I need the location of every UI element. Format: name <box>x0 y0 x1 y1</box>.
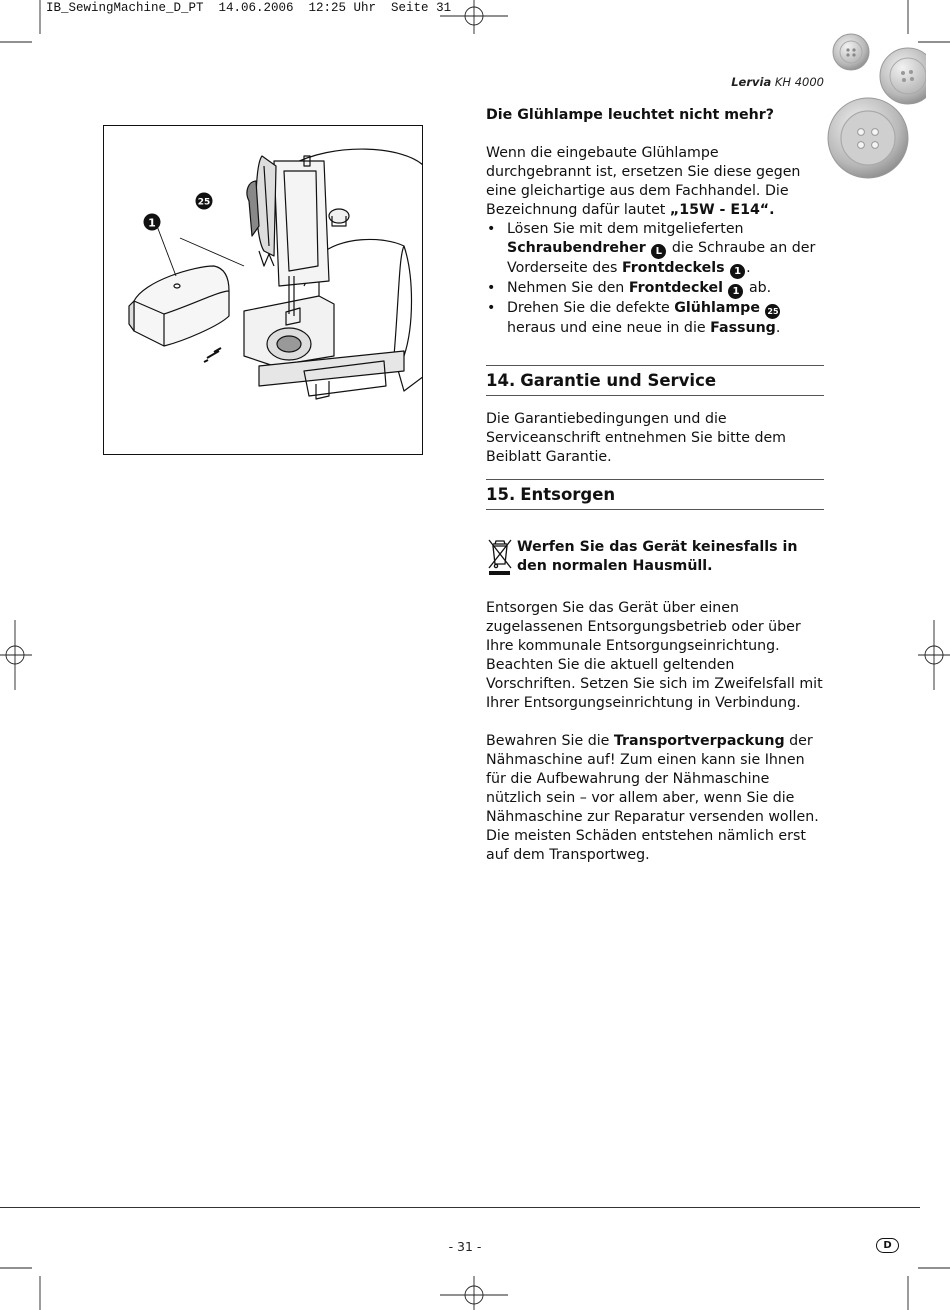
step-text: Drehen Sie die defekte <box>507 300 670 316</box>
section-15-number: 15. <box>486 485 516 504</box>
page-number: - 31 - <box>448 1239 482 1254</box>
sewing-machine-figure <box>103 125 423 455</box>
paragraph-text: Bewahren Sie die <box>486 733 610 749</box>
step-bold: Glühlampe <box>674 300 760 316</box>
sewing-machine-illustration-icon <box>104 126 423 455</box>
front-cover-ref-icon: 1 <box>730 264 745 279</box>
step-text: die Schraube an der Vorderseite des <box>507 240 816 276</box>
bulb-intro <box>486 144 826 220</box>
section-15-body <box>486 599 826 865</box>
buttons-decoration-icon <box>826 28 926 188</box>
paragraph-text: der Nähmaschine auf! Zum einen kann sie Ihnen für die Aufbewahrung der Nähmaschine nützlich sein – vor allem aber, wenn Sie die Nähmaschine zur Reparatur versenden wollen. Die meisten Schäden entstehen nämlich erst auf dem Transportweg. <box>486 733 819 863</box>
print-slug: IB_SewingMachine_D_PT 14.06.2006 12:25 Uhr Seite 31 <box>46 1 452 15</box>
section-15-title: Entsorgen <box>520 485 616 504</box>
section-14-body <box>486 410 826 467</box>
step-bold: Frontdeckels <box>621 260 725 276</box>
list-item <box>486 299 826 338</box>
list-item <box>486 279 826 299</box>
disposal-warning <box>486 538 826 576</box>
bulb-section-title: Die Glühlampe leuchtet nicht mehr? <box>486 107 774 123</box>
screwdriver-ref-icon: L <box>651 244 666 259</box>
language-badge: D <box>876 1238 899 1253</box>
step-text: Nehmen Sie den <box>507 280 625 296</box>
footer-divider <box>0 1207 920 1208</box>
step-text: heraus und eine neue in die <box>507 320 706 336</box>
paragraph-bold: Transportverpackung <box>613 733 785 749</box>
model-name: KH 4000 <box>774 75 824 89</box>
section-14-heading <box>486 365 824 396</box>
list-item <box>486 220 826 279</box>
step-bold: Frontdeckel <box>628 280 723 296</box>
callout-1-label: 1 <box>148 216 156 230</box>
brand-name: Lervia <box>731 75 772 89</box>
section-14-text: Die Garantiebedingungen und die Serviceanschrift entnehmen Sie bitte dem Beiblatt Garantie. <box>486 411 786 465</box>
section-14-title: Garantie und Service <box>520 371 717 390</box>
bulb-steps-list <box>486 220 826 338</box>
step-text: . <box>746 260 751 276</box>
header-brand <box>731 75 824 89</box>
disposal-warning-text: Werfen Sie das Gerät keinesfalls in den normalen Hausmüll. <box>517 539 798 574</box>
bulb-section <box>486 106 826 338</box>
crossed-bin-icon <box>486 538 514 578</box>
step-bold: Fassung <box>710 320 776 336</box>
bulb-spec: „15W - E14“. <box>669 202 775 218</box>
step-text: ab. <box>748 280 772 296</box>
step-text: . <box>775 320 781 336</box>
step-bold: Schraubendreher <box>507 240 646 256</box>
front-cover-ref-icon: 1 <box>728 284 743 299</box>
bulb-intro-text: Wenn die eingebaute Glühlampe durchgebrannt ist, ersetzen Sie diese gegen eine gleichartige aus dem Fachhandel. Die Bezeichnung dafür lautet <box>486 145 801 218</box>
section-15-heading <box>486 479 824 510</box>
callout-25-label: 25 <box>197 197 211 208</box>
disposal-paragraph-3 <box>486 732 826 865</box>
section-14-number: 14. <box>486 371 516 390</box>
disposal-paragraph-2: Beachten Sie die aktuell geltenden Vorschriften. Setzen Sie sich im Zweifelsfall mit Ihrer Entsorgungseinrichtung in Verbindung. <box>486 657 823 711</box>
disposal-paragraph-1: Entsorgen Sie das Gerät über einen zugelassenen Entsorgungsbetrieb oder über Ihre kommunale Entsorgungseinrichtung. <box>486 600 801 654</box>
bulb-ref-icon: 25 <box>765 304 780 319</box>
step-text: Lösen Sie mit dem mitgelieferten <box>507 221 744 237</box>
